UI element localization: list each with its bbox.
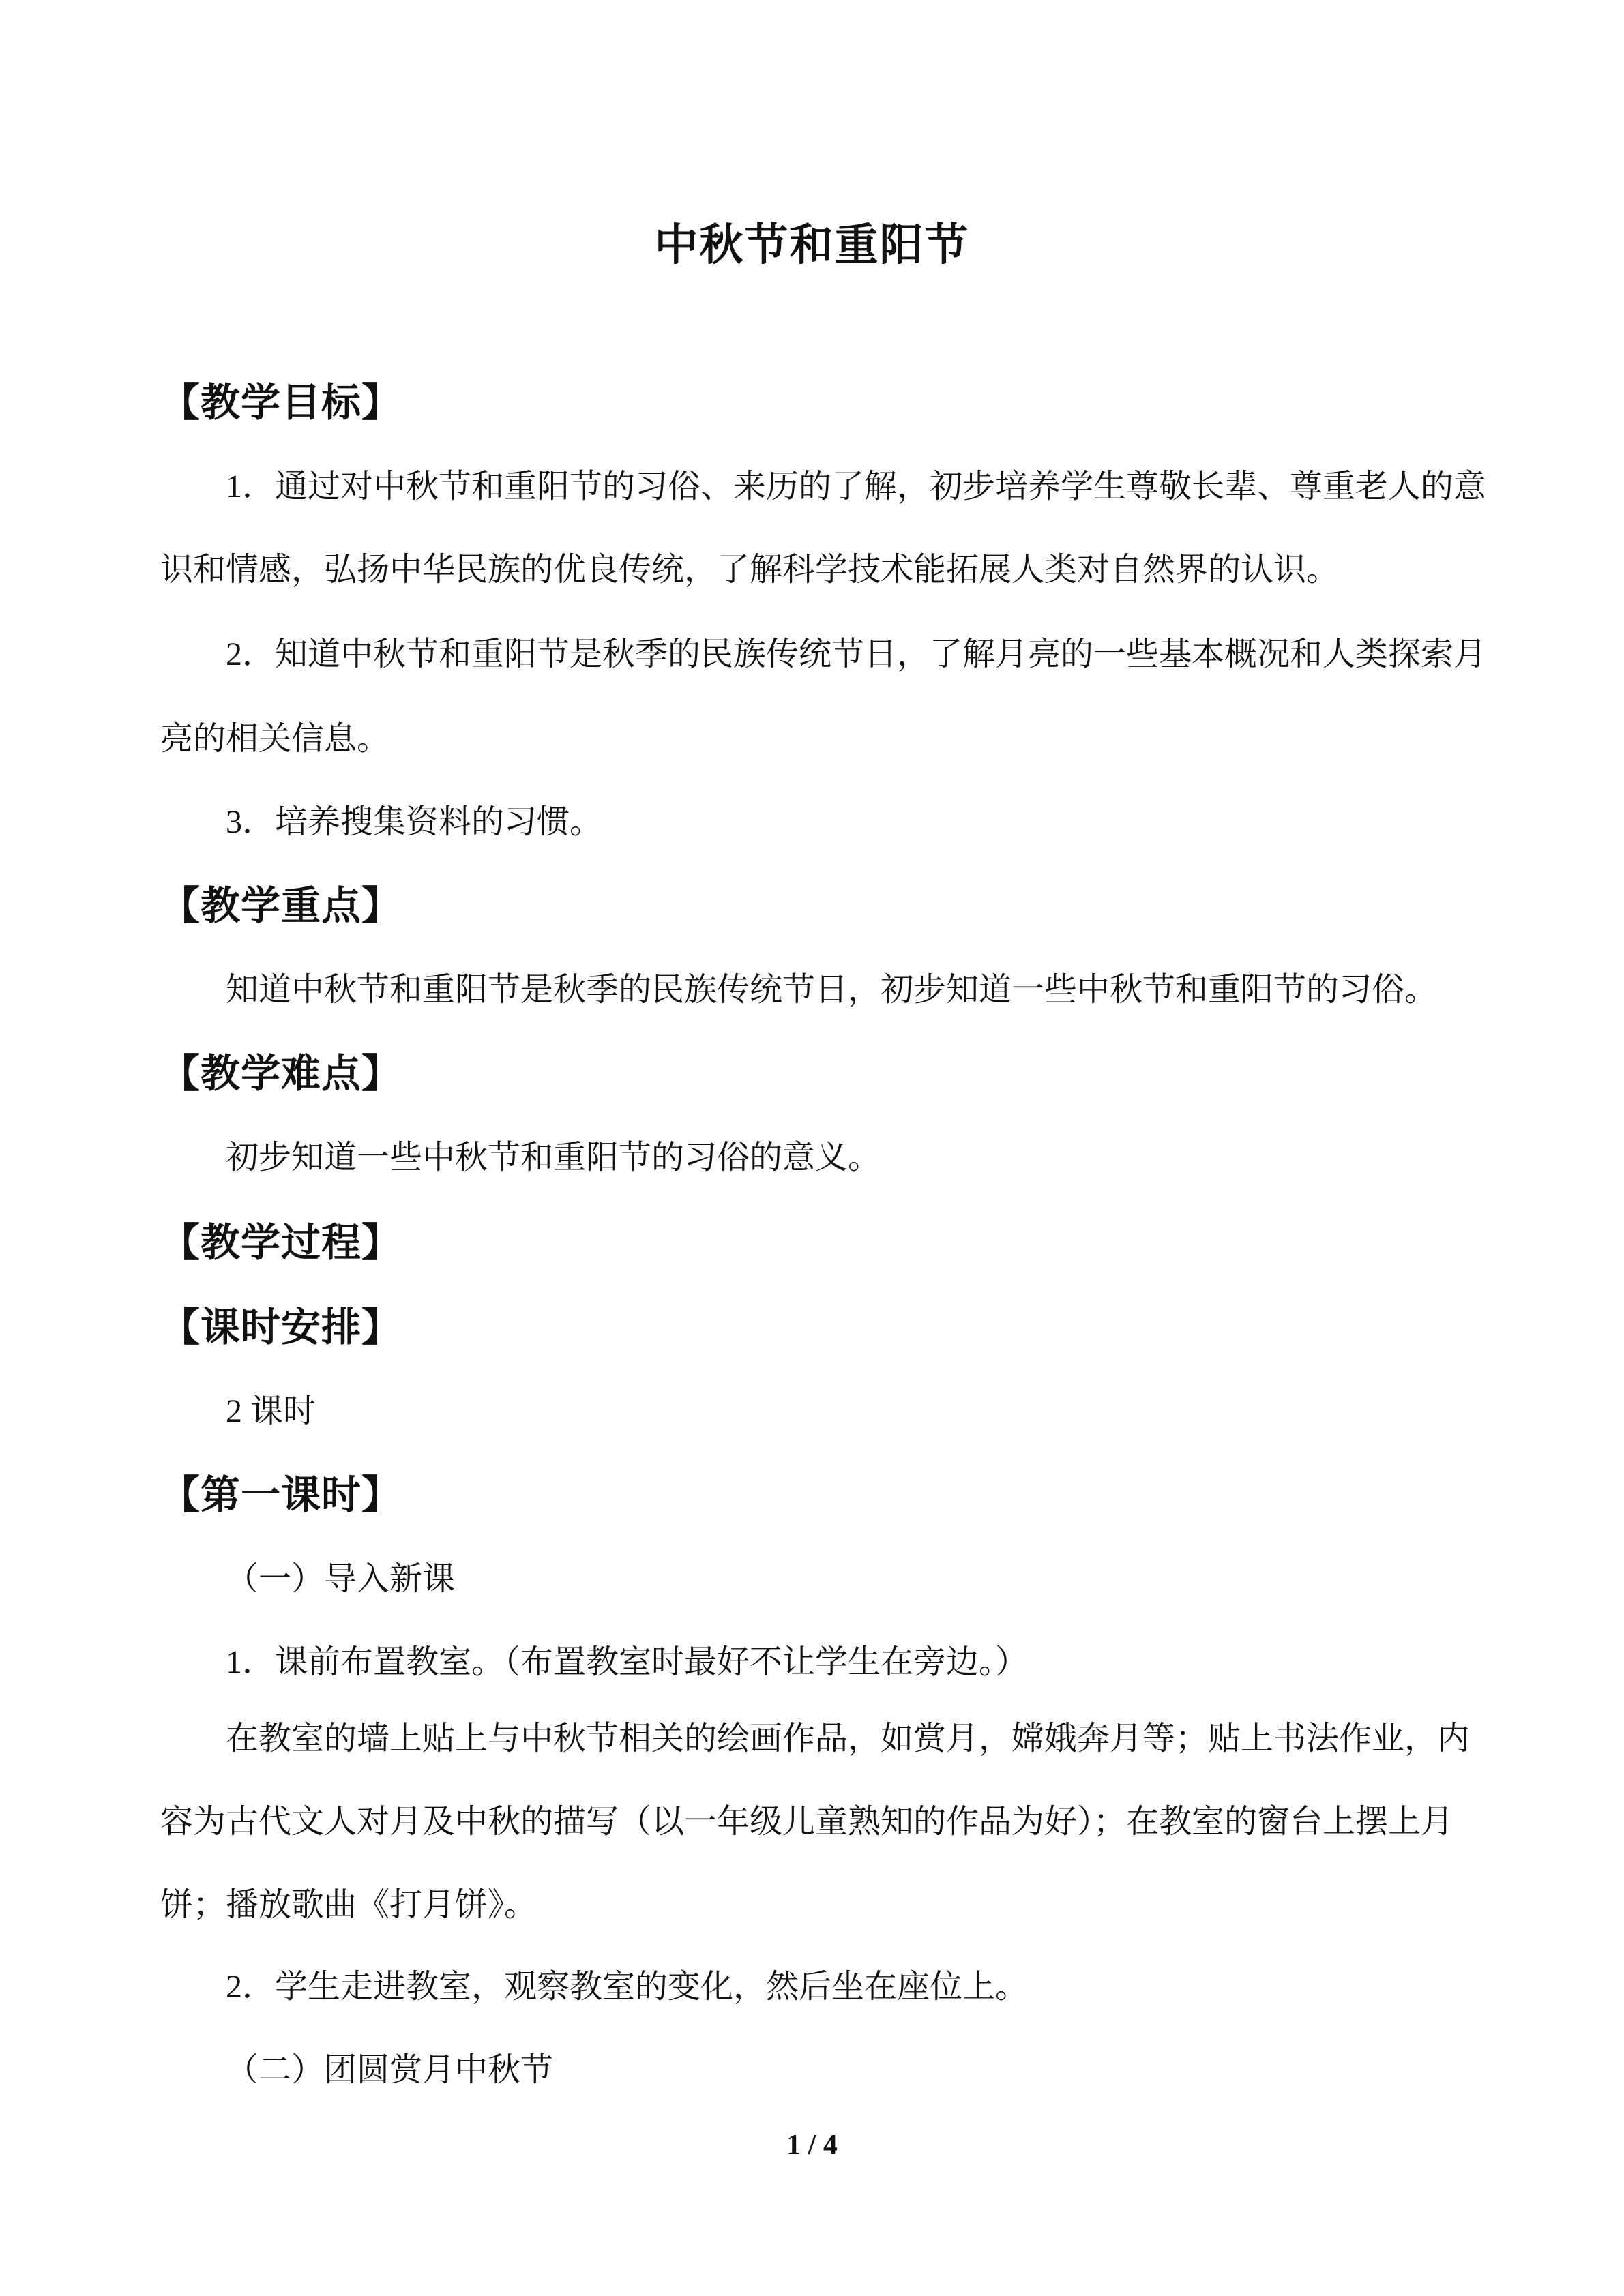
paragraph-objective-2-line-1: 2．知道中秋节和重阳节是秋季的民族传统节日，了解月亮的一些基本概况和人类探索月 [226,636,1487,672]
paragraph-difficulties: 初步知道一些中秋节和重阳节的习俗的意义。 [226,1139,881,1176]
paragraph-objective-2-line-2: 亮的相关信息。 [160,721,390,757]
paragraph-intro-detail-line-2: 容为古代文人对月及中秋的描写（以一年级儿童熟知的作品为好）；在教室的窗台上摆上月 [160,1804,1454,1840]
paragraph-objective-1-line-1: 1．通过对中秋节和重阳节的习俗、来历的了解，初步培养学生尊敬长辈、尊重老人的意 [226,468,1487,505]
paragraph-key-points: 知道中秋节和重阳节是秋季的民族传统节日，初步知道一些中秋节和重阳节的习俗。 [226,972,1438,1008]
heading-teaching-process: 【教学过程】 [160,1221,402,1265]
paragraph-lesson-schedule: 2 课时 [226,1393,316,1429]
paragraph-intro-detail-line-3: 饼；播放歌曲《打月饼》。 [160,1887,537,1923]
paragraph-intro-item-1: 1．课前布置教室。（布置教室时最好不让学生在旁边。） [226,1644,1029,1680]
heading-first-period: 【第一课时】 [160,1473,402,1517]
paragraph-intro-item-2: 2．学生走进教室，观察教室的变化，然后坐在座位上。 [226,1969,1029,2005]
heading-teaching-objectives: 【教学目标】 [160,381,402,425]
heading-teaching-difficulties: 【教学难点】 [160,1052,402,1096]
page-number: 1 / 4 [786,2130,838,2161]
paragraph-objective-1-line-2: 识和情感，弘扬中华民族的优良传统，了解科学技术能拓展人类对自然界的认识。 [160,552,1340,588]
heading-lesson-schedule: 【课时安排】 [160,1305,402,1350]
paragraph-step-two-mid-autumn: （二）团圆赏月中秋节 [226,2052,554,2088]
paragraph-step-one-intro: （一）导入新课 [226,1561,456,1597]
heading-teaching-key-points: 【教学重点】 [160,884,402,928]
paragraph-intro-detail-line-1: 在教室的墙上贴上与中秋节相关的绘画作品，如赏月，嫦娥奔月等；贴上书法作业，内 [226,1720,1471,1757]
paragraph-objective-3: 3．培养搜集资料的习惯。 [226,804,603,840]
document-title: 中秋节和重阳节 [654,221,970,269]
